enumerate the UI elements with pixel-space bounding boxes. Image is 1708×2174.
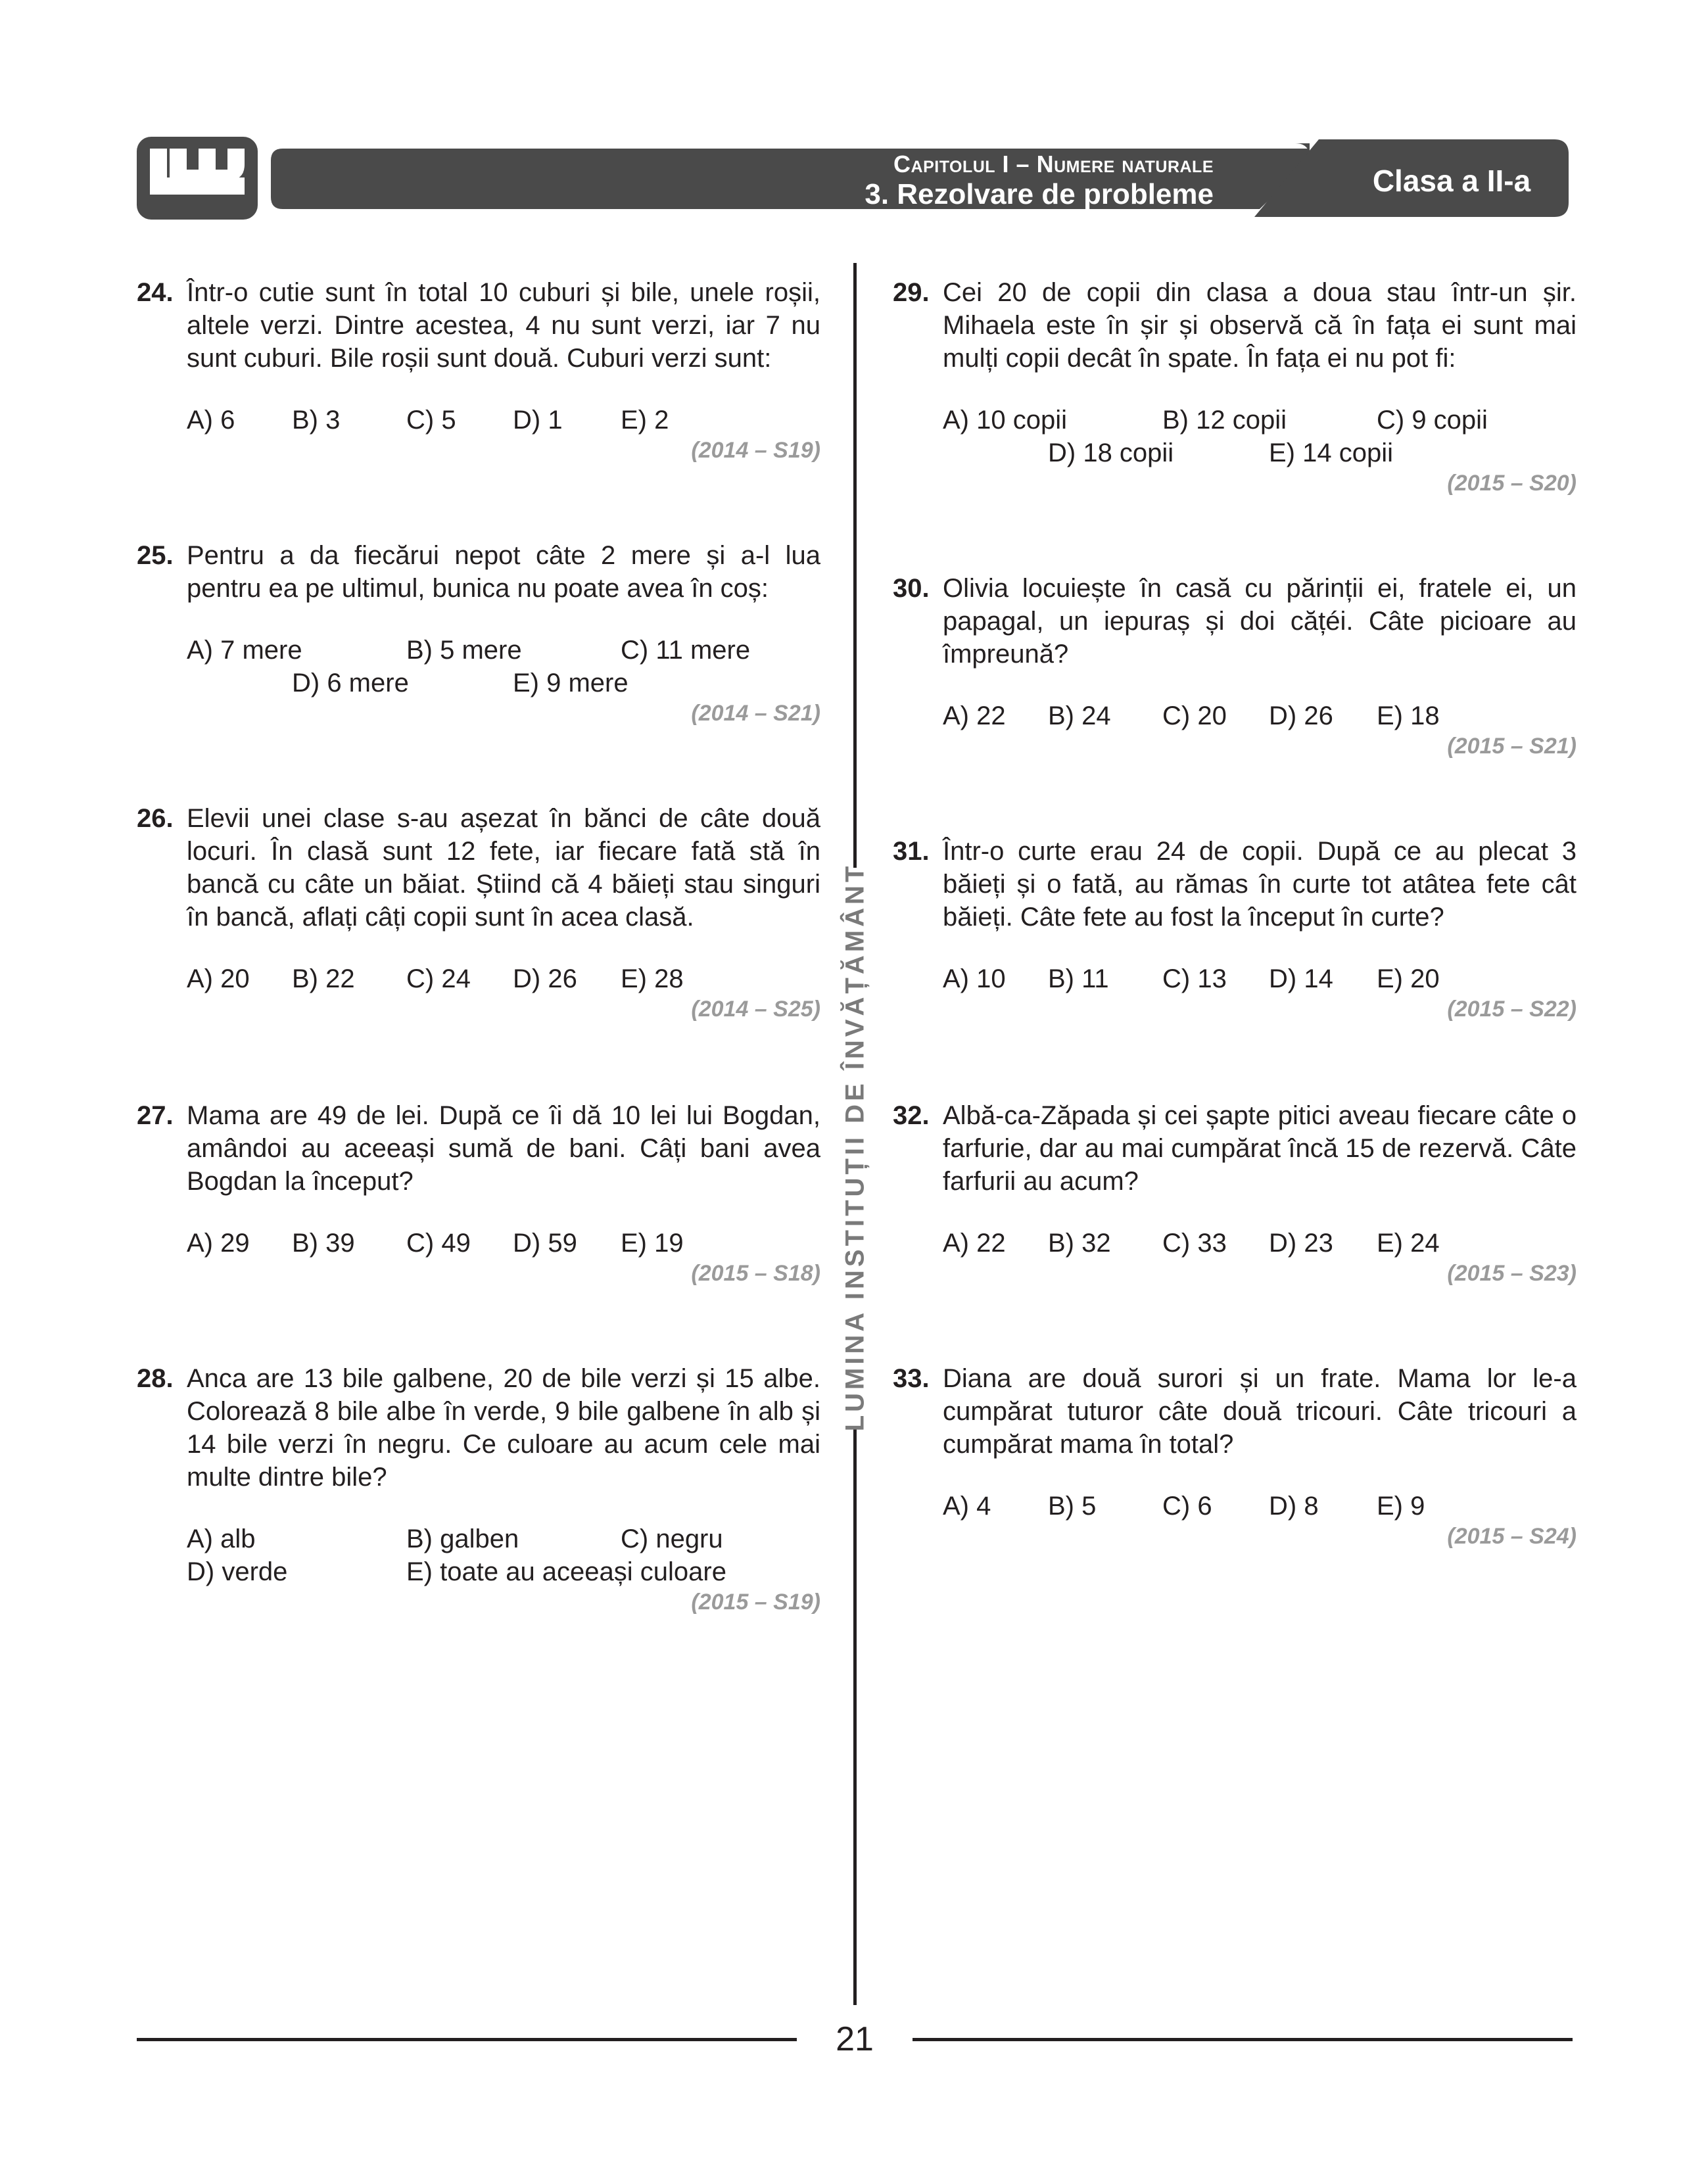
problem-source: (2014 – S19) [691,438,820,463]
problem-text: Olivia locuiește în casă cu părinții ei, fratele ei, un papagal, un iepuraș și doi cățéi. Câte picioare au împreună? [943,574,1577,669]
answer-options-row-2 [943,437,1577,469]
option-b[interactable]: B) 5 [1048,1492,1097,1521]
problem-number: 24. [137,278,174,307]
option-d[interactable]: D) 1 [513,406,563,435]
option-c[interactable]: C) negru [621,1524,723,1553]
option-e[interactable]: E) 28 [621,964,684,993]
problem-text: Diana are două surori și un frate. Mama lor le-a cumpărat tuturor câte două tricouri. Câte tricouri a cumpărat mama în total? [943,1364,1577,1459]
problem-source: (2015 – S21) [1447,734,1577,759]
option-a[interactable]: A) 4 [943,1492,991,1521]
problem-source: (2014 – S25) [691,997,820,1022]
answer-options [943,404,1577,437]
option-d[interactable]: D) 14 [1269,964,1333,993]
answer-options [187,962,820,995]
problem-number: 27. [137,1101,174,1130]
option-b[interactable]: B) galben [406,1524,519,1553]
option-e[interactable]: E) 24 [1377,1229,1440,1258]
option-c[interactable]: C) 13 [1162,964,1227,993]
option-c[interactable]: C) 49 [406,1229,471,1258]
option-e[interactable]: E) 9 [1377,1492,1425,1521]
chapter-line-1: Capitolul I – Numere naturale [893,151,1214,177]
answer-options [187,1227,820,1260]
problem-26 [137,802,820,1023]
side-brand-text: LUMINA INSTITUȚII DE ÎNVĂȚĂMÂNT [840,863,870,1432]
option-d[interactable]: D) verde [187,1557,288,1586]
column-divider-top [853,263,857,868]
problem-text: Elevii unei clase s-au așezat în bănci de câte două locuri. În clasă sunt 12 fete, iar fiecare fată stă în bancă cu câte un băiat. Știind că 4 băieți stau singuri în bancă, aflați câți copii sunt în acea clasă. [187,804,820,932]
option-a[interactable]: A) 6 [187,406,235,435]
chapter-line-2: 3. Rezolvare de probleme [865,178,1214,210]
option-a[interactable]: A) 29 [187,1229,250,1258]
answer-options [187,634,820,667]
option-e[interactable]: E) 20 [1377,964,1440,993]
problem-number: 30. [893,574,930,603]
option-c[interactable]: C) 9 copii [1377,406,1488,435]
problem-source: (2015 – S23) [1447,1261,1577,1286]
answer-options [943,962,1577,995]
grade-label: Clasa a II-a [1372,164,1531,198]
problem-number: 28. [137,1364,174,1393]
option-d[interactable]: D) 8 [1269,1492,1319,1521]
option-d[interactable]: D) 26 [1269,701,1333,730]
chapter-title [490,153,1214,209]
problem-24 [137,276,820,464]
option-b[interactable]: B) 3 [292,406,341,435]
option-a[interactable]: A) 10 [943,964,1006,993]
option-d[interactable]: D) 6 mere [292,669,409,697]
problem-source: (2015 – S24) [1447,1524,1577,1549]
problem-text: Anca are 13 bile galbene, 20 de bile verzi și 15 albe. Colorează 8 bile albe în verde, 9 bile galbene în alb și 14 bile verzi în negru. Ce culoare au acum cele mai multe dintre bile? [187,1364,820,1492]
option-d[interactable]: D) 23 [1269,1229,1333,1258]
option-b[interactable]: B) 22 [292,964,355,993]
problem-number: 25. [137,541,174,570]
option-d[interactable]: D) 18 copii [1048,438,1174,467]
footer-rule-right [913,2038,1573,2041]
option-c[interactable]: C) 33 [1162,1229,1227,1258]
problem-28 [137,1362,820,1616]
answer-options [943,1490,1577,1523]
option-a[interactable]: A) 20 [187,964,250,993]
column-divider-bottom [853,1427,857,2005]
publisher-logo [137,137,258,220]
option-a[interactable]: A) 10 copii [943,406,1067,435]
option-a[interactable]: A) alb [187,1524,256,1553]
answer-options [187,1523,820,1555]
problem-32 [893,1099,1577,1287]
option-e[interactable]: E) 19 [621,1229,684,1258]
problem-source: (2014 – S21) [691,701,820,726]
problem-27 [137,1099,820,1287]
page-number: 21 [836,2020,874,2058]
problem-source: (2015 – S18) [691,1261,820,1286]
option-c[interactable]: C) 24 [406,964,471,993]
option-c[interactable]: C) 11 mere [621,636,751,665]
problem-number: 33. [893,1364,930,1393]
problem-31 [893,835,1577,1023]
problem-number: 31. [893,837,930,866]
answer-options [187,404,820,437]
problem-text: Pentru a da fiecărui nepot câte 2 mere și a-l lua pentru ea pe ultimul, bunica nu poate avea în coș: [187,541,820,603]
option-e[interactable]: E) 2 [621,406,669,435]
option-b[interactable]: B) 12 copii [1162,406,1287,435]
problem-29 [893,276,1577,497]
problem-source: (2015 – S19) [691,1590,820,1615]
option-a[interactable]: A) 22 [943,701,1006,730]
problem-number: 26. [137,804,174,833]
option-b[interactable]: B) 11 [1048,964,1109,993]
problem-source: (2015 – S22) [1447,997,1577,1022]
problem-source: (2015 – S20) [1447,471,1577,496]
option-e[interactable]: E) 14 copii [1269,438,1393,467]
option-a[interactable]: A) 7 mere [187,636,302,665]
option-b[interactable]: B) 24 [1048,701,1111,730]
option-b[interactable]: B) 5 mere [406,636,522,665]
problem-text: Mama are 49 de lei. După ce îi dă 10 lei lui Bogdan, amândoi au aceeași sumă de bani. Câți bani avea Bogdan la început? [187,1101,820,1196]
problem-text: Cei 20 de copii din clasa a doua stau într-un șir. Mihaela este în șir și observă că în fața ei sunt mai mulți copii decât în spate. În fața ei nu pot fi: [943,278,1577,373]
answer-options-row-2 [187,667,820,699]
problem-number: 29. [893,278,930,307]
option-c[interactable]: C) 6 [1162,1492,1212,1521]
option-e[interactable]: E) toate au aceeași culoare [406,1557,726,1586]
answer-options-row-2 [187,1555,820,1588]
problem-number: 32. [893,1101,930,1130]
problem-30 [893,572,1577,760]
problem-25 [137,539,820,727]
option-e[interactable]: E) 9 mere [513,669,629,697]
problem-33 [893,1362,1577,1550]
option-e[interactable]: E) 18 [1377,701,1440,730]
option-c[interactable]: C) 20 [1162,701,1227,730]
option-b[interactable]: B) 32 [1048,1229,1111,1258]
problem-text: Albă-ca-Zăpada și cei șapte pitici aveau fiecare câte o farfurie, dar au mai cumpărat încă 15 de rezervă. Câte farfurii au acum? [943,1101,1577,1196]
option-a[interactable]: A) 22 [943,1229,1006,1258]
problem-text: Într-o cutie sunt în total 10 cuburi și bile, unele roșii, altele verzi. Dintre acestea, 4 nu sunt verzi, iar 7 nu sunt cuburi. Bile roșii sunt două. Cuburi verzi sunt: [187,278,820,373]
option-c[interactable]: C) 5 [406,406,456,435]
option-b[interactable]: B) 39 [292,1229,355,1258]
option-d[interactable]: D) 26 [513,964,577,993]
answer-options [943,1227,1577,1260]
problem-text: Într-o curte erau 24 de copii. După ce au plecat 3 băieți și o fată, au rămas în curte tot atâtea fete cât băieți. Câte fete au fost la început în curte? [943,837,1577,932]
footer-rule-left [137,2038,797,2041]
answer-options [943,699,1577,732]
option-d[interactable]: D) 59 [513,1229,577,1258]
